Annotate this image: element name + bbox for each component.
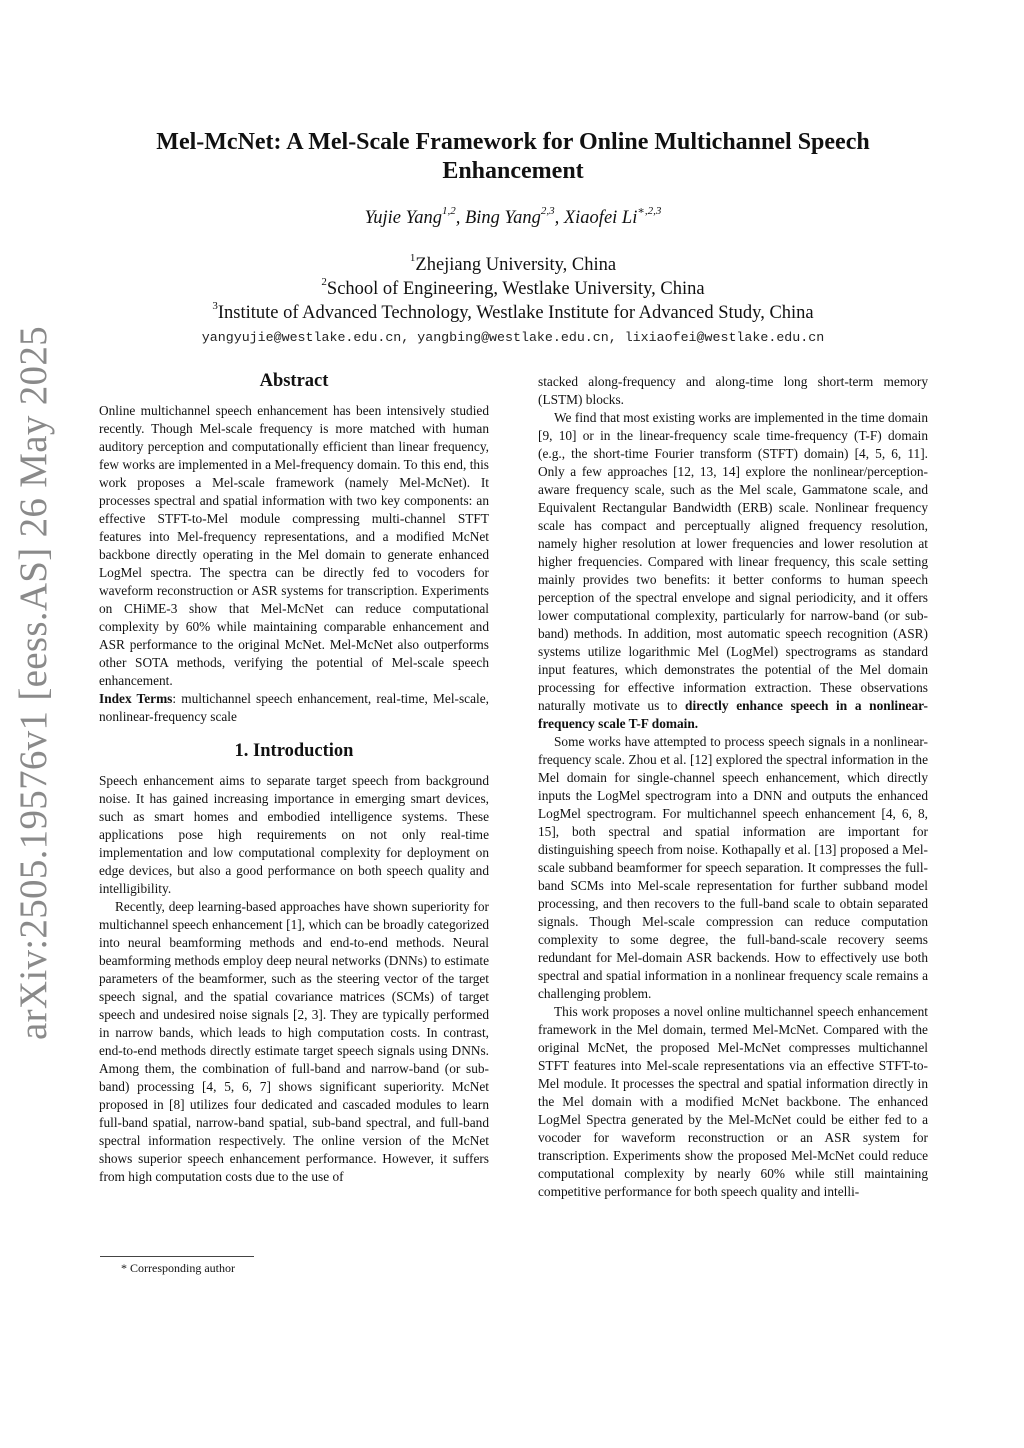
author-list (100, 204, 926, 229)
intro-paragraph: Some works have attempted to process speech signals in a nonlinear-frequency scale. Zhou et al. [12] explored the spectral information in the Mel domain for single-channel speech enhancement, which directly inputs the LogMel spectrogram into a DNN and outputs the enhanced LogMel spectrogram. For multichannel speech enhancement [4, 6, 8, 15], both spectral and spatial information are important for distinguishing speech from noise. Kothapally et al. [13] proposed a Mel-scale subband beamformer for speech separation. It compresses the full-band SCMs into Mel-scale representation for further subband model processing, and then recovers to the full-band scale to obtain separated signals. Though Mel-scale compression can reduce computation complexity to some degree, the full-band-scale recovery seems redundant for Mel-domain ASR backends. How to effectively use both spectral and spatial information in a nonlinear frequency scale remains a challenging problem. (538, 734, 928, 1001)
paragraph-text: We find that most existing works are implemented in the time domain [9, 10] or in the linear-frequency scale time-frequency (T-F) domain (e.g., the short-time Fourier transform (STFT) domain) [4, 5, 6, 11]. Only a few approaches [12, 13, 14] explore the nonlinear/perception-aware frequency scale, such as the Mel scale, Gammatone scale, and Equivalent Rectangular Bandwidth (ERB) scale. Nonlinear frequency scale has compact and perceptually aligned frequency resolution, namely higher resolution at lower frequencies and lower resolution at higher frequencies. Compared with linear frequency, this scale setting mainly provides two benefits: it better conforms to human speech perception of the spectral envelope and signal periodicity, and it offers lower computational complexity, particularly for narrow-band (or sub-band) methods. In addition, most automatic speech recognition (ASR) systems utilize logarithmic Mel (LogMel) spectrograms as standard input features, which demonstrates the potential of the Mel domain processing for effective information extraction. These observations naturally motivate us to (538, 410, 928, 713)
affiliation-text: School of Engineering, Westlake University, China (326, 279, 705, 299)
abstract-heading: Abstract (259, 371, 329, 391)
affiliation-line (100, 301, 926, 325)
author-affil-marker: 1,2 (441, 204, 456, 217)
author-separator: , (554, 208, 564, 228)
author-separator: , (455, 208, 465, 228)
affiliation-text: Institute of Advanced Technology, Westlake Institute for Advanced Study, China (217, 303, 814, 323)
affiliation-line (100, 277, 926, 301)
right-column (538, 373, 928, 1201)
intro-paragraph (538, 409, 928, 733)
emphasis-text: directly enhance speech in a nonlinear-frequency scale T-F domain. (538, 698, 928, 731)
affiliation-text: Zhejiang University, China (415, 255, 617, 275)
author-name: Yujie Yang (364, 208, 442, 228)
intro-paragraph: stacked along-frequency and along-time long short-term memory (LSTM) blocks. (538, 374, 928, 407)
affiliation-marker: 1 (409, 251, 416, 264)
paper-title: Mel-McNet: A Mel-Scale Framework for Online Multichannel Speech Enhancement (156, 129, 870, 184)
author-affil-marker: 2,3 (540, 204, 555, 217)
affiliation-marker: 2 (321, 275, 327, 288)
intro-paragraph: This work proposes a novel online multichannel speech enhancement framework in the Mel domain, termed Mel-McNet. Compared with the original McNet, the proposed Mel-McNet compresses multichannel STFT features into Mel-scale representations via an effective STFT-to-Mel module. It processes the spectral and spatial information directly in the Mel domain with a modified McNet backbone. The enhanced LogMel Spectra generated by the Mel-McNet could be either fed to a vocoder for waveform reconstruction or an ASR system for transcription. Experiments show the proposed Mel-McNet could reduce computational complexity by nearly 60% while still maintaining competitive performance for both speech quality and intelli- (538, 1004, 928, 1199)
introduction-heading: 1. Introduction (234, 741, 354, 761)
author-name: Xiaofei Li (563, 208, 638, 228)
intro-paragraph: Speech enhancement aims to separate target speech from background noise. It has gained increasing importance in emerging smart devices, such as smart homes and embodied intelligence systems. These applications pose high requirements on not only real-time implementation and low computational complexity for deployment on edge devices, but also a good performance on both speech quality and intelligibility. (99, 773, 489, 896)
author-name: Bing Yang (464, 208, 541, 228)
left-column (99, 369, 489, 1186)
index-terms-label: Index Terms (99, 691, 173, 706)
affiliation-line (100, 253, 926, 277)
author-emails: yangyujie@westlake.edu.cn, yangbing@westlake.edu.cn, lixiaofei@westlake.edu.cn (201, 330, 825, 345)
arxiv-stamp: arXiv:2505.19576v1 [eess.AS] 26 May 2025 (12, 326, 55, 1040)
index-terms (99, 690, 489, 726)
author-affil-marker: ∗,2,3 (637, 204, 662, 217)
affiliation-list (100, 253, 926, 325)
affiliation-marker: 3 (212, 299, 218, 312)
footnote-divider (100, 1256, 254, 1257)
abstract-text: Online multichannel speech enhancement has been intensively studied recently. Though Mel-scale frequency is more matched with human auditory perception and computationally efficient than linear frequency, few works are implemented in a Mel-frequency domain. To this end, this work proposes a Mel-scale framework (namely Mel-McNet). It processes spectral and spatial information with two key components: an effective STFT-to-Mel module compressing multi-channel STFT features into Mel-frequency representations, and a modified McNet backbone directly operating in the Mel domain to generate enhanced LogMel spectra. The spectra can be directly fed to vocoders for waveform reconstruction or ASR systems for transcription. Experiments on CHiME-3 show that Mel-McNet can reduce computational complexity by 60% while maintaining comparable enhancement and ASR performance to the original McNet. Mel-McNet also outperforms other SOTA methods, verifying the potential of Mel-scale speech enhancement. (99, 403, 489, 688)
index-terms-text: : multichannel speech enhancement, real-time, Mel-scale, nonlinear-frequency scale (99, 691, 489, 724)
intro-paragraph: Recently, deep learning-based approaches have shown superiority for multichannel speech enhancement [1], which can be broadly categorized into neural beamforming methods and end-to-end methods. Neural beamforming methods employ deep neural networks (DNNs) to estimate parameters of the beamformer, such as the steering vector of the target speech signal, and the spatial covariance matrices (SCMs) of target speech and undesired noise signals [2, 3]. They are typically performed in narrow bands, which leads to high computation costs. In contrast, end-to-end methods directly estimate target speech signals using DNNs. Among them, the combination of full-band and narrow-band (or sub-band) processing [4, 5, 6, 7] shows significant superiority. McNet proposed in [8] utilizes four dedicated and cascaded modules to learn full-band spatial, narrow-band spatial, sub-band spectral, and full-band spectral information respectively. The online version of the McNet shows superior speech enhancement performance. However, it suffers from high computation costs due to the use of (99, 899, 489, 1184)
footnote-corresponding-author: * Corresponding author (121, 1261, 235, 1275)
